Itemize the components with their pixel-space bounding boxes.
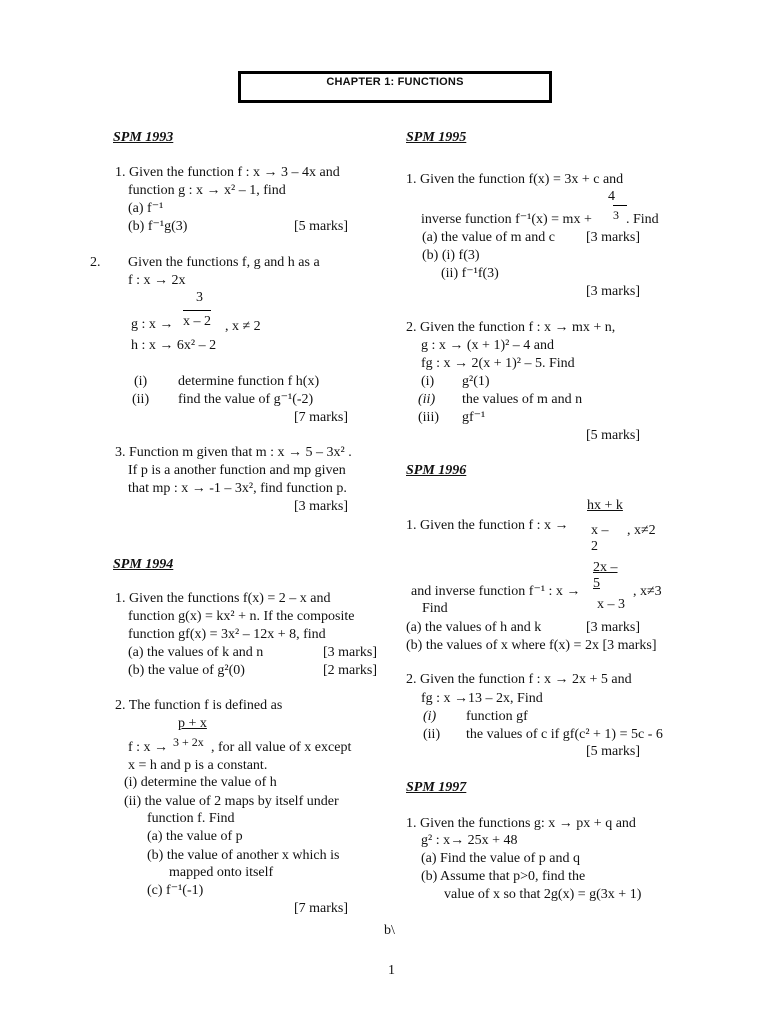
- q1993-2-i-number: (i): [134, 374, 148, 389]
- q1994-2-c: (c) f⁻¹(-1): [147, 883, 204, 898]
- heading-spm-1995: SPM 1995: [406, 130, 467, 145]
- q1995-1-line2-end: . Find: [626, 212, 659, 227]
- q1996-2-line2: fg : x →13 – 2x, Find: [421, 691, 543, 706]
- q1994-2-marks: [7 marks]: [294, 901, 349, 916]
- page-number: 1: [388, 963, 395, 978]
- q1996-1-condition: , x≠2: [627, 523, 656, 538]
- q1993-2-ii: find the value of g⁻¹(-2): [178, 392, 314, 407]
- q1993-1-line1: 1. Given the function f : x → 3 – 4x and: [115, 165, 340, 180]
- q1996-1-inverse-condition: , x≠3: [633, 584, 662, 599]
- q1995-2-iii: gf⁻¹: [462, 410, 486, 425]
- q1994-2-b-line2: mapped onto itself: [169, 865, 274, 880]
- q1997-1-line1: 1. Given the functions g: x → px + q and: [406, 816, 636, 831]
- q1994-2-a: (a) the value of p: [147, 829, 243, 844]
- q1996-1-find: Find: [422, 601, 448, 616]
- q1993-2-g-lhs: g : x →: [131, 317, 174, 332]
- q1995-1-a-marks: [3 marks]: [586, 230, 641, 245]
- q1996-1-inverse-numerator-1: 2x –: [593, 560, 618, 575]
- q1997-1-line2: g² : x→ 25x + 48: [421, 833, 518, 848]
- q1993-1-b: (b) f⁻¹g(3): [128, 219, 188, 234]
- q1995-1-a: (a) the value of m and c: [422, 230, 555, 245]
- q1996-1-inverse-denominator: x – 3: [597, 597, 625, 612]
- q1993-2-marks: [7 marks]: [294, 410, 349, 425]
- page-mark: b\: [384, 923, 395, 938]
- q1996-1-denominator-2: 2: [591, 539, 598, 554]
- q1994-1-a: (a) the values of k and n: [128, 645, 264, 660]
- q1993-2-g-numerator: 3: [196, 290, 203, 305]
- q1993-2-g-denominator: x – 2: [183, 310, 211, 330]
- q1995-2-iii-number: (iii): [418, 410, 439, 425]
- q1995-2-i: g²(1): [462, 374, 490, 389]
- q1994-2-line3: x = h and p is a constant.: [128, 758, 268, 773]
- q1993-1-marks: [5 marks]: [294, 219, 349, 234]
- q1995-2-line1: 2. Given the function f : x → mx + n,: [406, 320, 616, 335]
- q1994-2-b-line1: (b) the value of another x which is: [147, 848, 340, 863]
- q1994-2-lhs: f : x →: [128, 740, 169, 755]
- q1995-2-marks: [5 marks]: [586, 428, 641, 443]
- q1996-1-numerator: hx + k: [587, 498, 623, 513]
- q1993-2-ii-number: (ii): [132, 392, 150, 407]
- q1997-1-b-line1: (b) Assume that p>0, find the: [421, 869, 586, 884]
- q1993-2-number: 2.: [90, 255, 101, 270]
- q1996-2-i: function gf: [466, 709, 528, 724]
- q1995-2-line3: fg : x → 2(x + 1)² – 5. Find: [421, 356, 575, 371]
- q1995-1-b-ii: (ii) f⁻¹f(3): [441, 266, 499, 281]
- q1994-1-a-marks: [3 marks]: [323, 645, 378, 660]
- q1997-1-a: (a) Find the value of p and q: [421, 851, 581, 866]
- q1996-1-inverse-numerator-2: 5: [593, 576, 600, 591]
- q1994-1-line1: 1. Given the functions f(x) = 2 – x and: [115, 591, 331, 606]
- q1995-2-ii-number: (ii): [418, 392, 436, 407]
- q1993-3-marks: [3 marks]: [294, 499, 349, 514]
- q1995-1-frac-denominator: 3: [613, 205, 627, 224]
- q1993-1-line2: function g : x → x² – 1, find: [128, 183, 286, 198]
- q1993-3-line3: that mp : x → -1 – 3x², find function p.: [128, 481, 347, 496]
- q1994-2-ii-line1: (ii) the value of 2 maps by itself under: [124, 794, 339, 809]
- q1993-3-line2: If p is a another function and mp given: [128, 463, 346, 478]
- q1995-2-line2: g : x → (x + 1)² – 4 and: [421, 338, 555, 353]
- q1996-1-a: (a) the values of h and k: [406, 620, 542, 635]
- q1996-1-inverse-lhs: and inverse function f⁻¹ : x →: [411, 584, 581, 599]
- q1993-2-h: h : x → 6x² – 2: [131, 338, 217, 353]
- q1995-1-line1: 1. Given the function f(x) = 3x + c and: [406, 172, 624, 187]
- q1997-1-b-line2: value of x so that 2g(x) = g(3x + 1): [444, 887, 642, 902]
- q1994-2-i: (i) determine the value of h: [124, 775, 277, 790]
- q1996-2-ii: the values of c if gf(c² + 1) = 5c - 6: [466, 727, 663, 742]
- heading-spm-1993: SPM 1993: [113, 130, 174, 145]
- q1994-1-b-marks: [2 marks]: [323, 663, 378, 678]
- q1995-2-i-number: (i): [421, 374, 435, 389]
- chapter-title: CHAPTER 1: FUNCTIONS: [326, 76, 464, 88]
- q1996-2-i-number: (i): [423, 709, 437, 724]
- q1995-2-ii: the values of m and n: [462, 392, 583, 407]
- q1996-1-a-marks: [3 marks]: [586, 620, 641, 635]
- q1994-2-numerator: p + x: [178, 716, 207, 731]
- q1994-2-rest: , for all value of x except: [211, 740, 352, 755]
- q1994-2-ii-line2: function f. Find: [147, 811, 235, 826]
- q1993-2-line1: Given the functions f, g and h as a: [128, 255, 320, 270]
- chapter-title-box: [238, 71, 552, 103]
- q1994-2-denominator: 3 + 2x: [173, 735, 204, 749]
- q1993-2-f: f : x → 2x: [128, 273, 186, 288]
- q1994-1-line2: function g(x) = kx² + n. If the composite: [128, 609, 355, 624]
- q1996-1-b: (b) the values of x where f(x) = 2x [3 marks]: [406, 638, 657, 653]
- q1993-2-i: determine function f h(x): [178, 374, 320, 389]
- q1995-1-b-marks: [3 marks]: [586, 284, 641, 299]
- q1996-2-marks: [5 marks]: [586, 744, 641, 759]
- q1994-1-line3: function gf(x) = 3x² – 12x + 8, find: [128, 627, 326, 642]
- q1996-1-denominator-1: x –: [591, 523, 609, 538]
- heading-spm-1996: SPM 1996: [406, 463, 467, 478]
- q1994-1-b: (b) the value of g²(0): [128, 663, 245, 678]
- q1993-1-a: (a) f⁻¹: [128, 201, 164, 216]
- q1996-1-lhs: 1. Given the function f : x →: [406, 518, 569, 533]
- q1993-3-line1: 3. Function m given that m : x → 5 – 3x² .: [115, 445, 352, 460]
- q1995-1-frac-numerator: 4: [608, 189, 615, 204]
- heading-spm-1994: SPM 1994: [113, 557, 174, 572]
- q1996-2-line1: 2. Given the function f : x → 2x + 5 and: [406, 672, 632, 687]
- q1994-2-line1: 2. The function f is defined as: [115, 698, 283, 713]
- q1995-1-line2: inverse function f⁻¹(x) = mx +: [421, 212, 592, 227]
- heading-spm-1997: SPM 1997: [406, 780, 467, 795]
- q1996-2-ii-number: (ii): [423, 727, 441, 742]
- q1993-2-g-condition: , x ≠ 2: [225, 319, 261, 334]
- q1995-1-b-i: (b) (i) f(3): [422, 248, 480, 263]
